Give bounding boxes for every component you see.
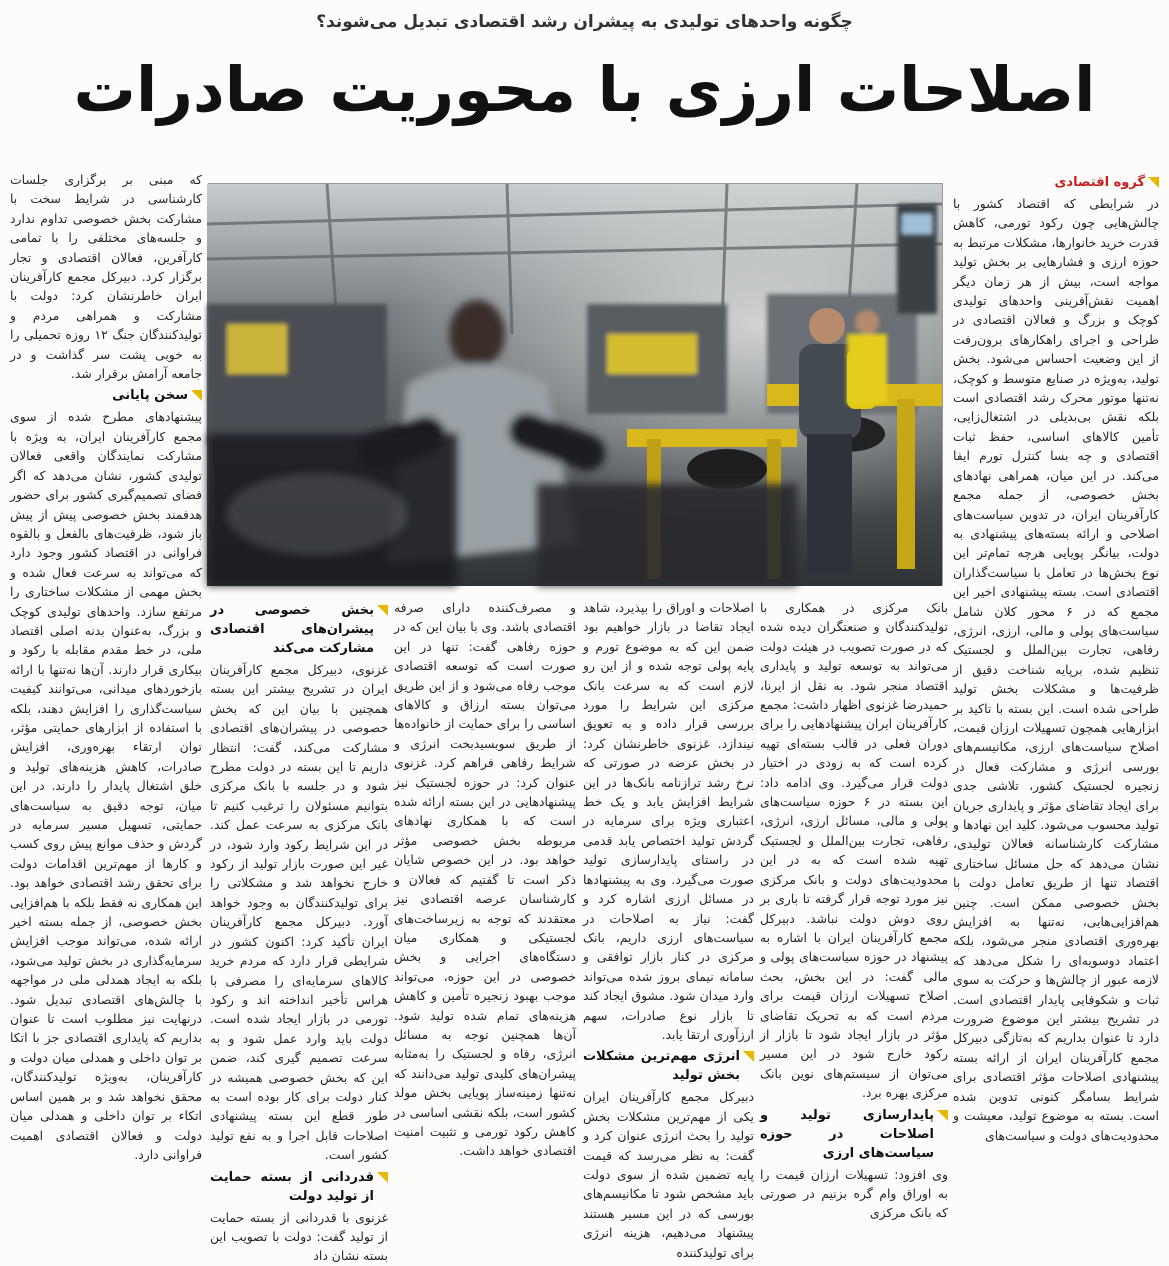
column-5-text-b: غزنوی با قدردانی از بسته حمایت از تولید گفت: دولت با تصویب این بسته نشان داد — [210, 1209, 388, 1264]
column-6-text-b: پیشنهادهای مطرح شده از سوی مجمع کارآفرینان ایران، به ویژه با مشارکت نمایندگان واقعی فعالان تولیدی کشور، نشان می‌دهد که اگر فضای تصمیم‌گیری کشور برای حضور هدفمند بخش خصوصی پیش از پیش باز شود، ظرفیت‌های بالفعل و بالقوه فراوانی در اقتصاد کشور وجود دارد که می‌تواند به سرعت فعال شده و بخش مهمی از مشکلات ساختاری را مرتفع سازد. واحدهای تولیدی کوچک و بزرگ، به‌عنوان بدنه اصلی اقتصاد ملی، در خط مقدم مقابله با رکود و بیکاری قرار دارند. آن‌ها نه‌تنها با ارائه بازخوردهای میدانی، می‌توانند کیفیت سیاست‌گذاری را افزایش دهند، بلکه با استفاده از ابزارهای حمایتی مؤثر، توان ارتقاء بهره‌وری، افزایش صادرات، کاهش هزینه‌های تولید و خلق اشتغال پایدار را دارند. در این میان، توجه دقیق به سیاست‌های حمایتی، تسهیل مسیر سرمایه در گردش و حذف موانع پیش روی کسب و کارها از مهم‌ترین اقدامات دولت برای تحقق رشد اقتصادی خواهد بود. این همکاری نه فقط بلکه با هم‌افزایی بخش خصوصی، از جمله بسته اخیر ارائه شده، می‌تواند موجب افزایش سرمایه‌گذاری در بخش تولید می‌شود، بلکه به ایجاد همدلی ملی در مواجهه با چالش‌های اقتصادی تبدیل شود. درنهایت نیز مطلوب است تا عنوان بداریم که پایداری اقتصادی جز با اتکا بر توان داخلی و همدلی میان دولت و کارآفرینان، به‌ویژه تولیدکنندگان، محقق نخواهد شد و بر همین اساس اتکاء بر توان داخلی و همدلی میان دولت و فعالان اقتصادی اهمیت فراوانی دارد. — [10, 409, 202, 1162]
headline: اصلاحات ارزی با محوریت صادرات — [73, 53, 1096, 126]
kicker: چگونه واحدهای تولیدی به پیشران رشد اقتصادی تبدیل می‌شوند؟ — [316, 12, 853, 32]
column-4-text: و مصرف‌کننده دارای صرفه اقتصادی باشد. وی با بیان این که در حوزه رفاهی گفت: تنها در این صورت است که توسعه اقتصادی موجب رفاه می‌شود و از این طریق می‌توان بسته ارزاق و کالاهای اساسی را برای حمایت از خانواده‌ها از طریق سوبسیدبخت انرژی و شرایط رفاهی فراهم کرد. غزنوی عنوان کرد: در حوزه لجستیک نیز پیشنهادهایی در این بسته ارائه شده است که با همکاری نهادهای مربوطه بخش خصوصی مؤثر خواهد بود. در این خصوص شایان ذکر است تا گفتیم که فعالان و کارشناسان عرصه اقتصادی نیز معتقدند که توجه به زیرساخت‌های لجستیکی و همکاری میان دستگاه‌های اجرایی و بخش خصوصی در این حوزه، می‌تواند موجب بهبود زنجیره تأمین و کاهش هزینه‌های تمام شده تولید شود. آن‌ها همچنین توجه به مسائل انرژی، رفاه و لجستیک را به‌مثابه پیشران‌های کلیدی تولید می‌دانند که نه‌تنها زمینه‌ساز پویایی بخش مولد کشور است، بلکه نقشی اساسی در کاهش رکود تورمی و تثبیت امنیت اقتصادی خواهد داشت. — [394, 600, 576, 1159]
column-4 — [394, 598, 576, 1159]
subhead-energy: انرژی مهم‌ترین مشکلات بخش تولید — [583, 1047, 754, 1085]
column-5-text-a: غزنوی، دبیرکل مجمع کارآفرینان ایران در تشریح بیشتر این بسته همچنین با بیان این که بخش خصوصی در پیشران‌های اقتصادی مشارکت می‌کند، گفت: انتظار داریم تا این بسته در دولت مطرح شود و در جلسه با بانک مرکزی بتوانیم مسئولان را ترغیب کنیم تا بانک مرکزی به سرعت عمل کند. در این شرایط رکود وارد شود، در غیر این صورت بازار تولید از رکود خارج نخواهد شد و مشکلاتی را برای تولیدکنندگان به وجود خواهد آورد. دبیرکل مجمع کارآفرینان ایران تأکید کرد: اکنون کشور در شرایطی قرار دارد که مردم خرید کالاهای سرمایه‌ای را مصرفی با هراس تأخیر انداخته اند و رکود تورمی در بازار ایجاد شده است. دولت باید وارد عمل شود و به سرعت تصمیم گیری کند، ضمن این که بخش خصوصی همیشه در کنار دولت برای کار بوده است به طور قطع این بسته پیشنهادی اصلاحات قابل اجرا و به نفع تولید کشور است. — [210, 662, 388, 1163]
column-3 — [583, 598, 754, 1260]
factory-photo — [208, 183, 943, 585]
column-2-text-b: وی افزود: تسهیلات ارزان قیمت را به اوراق وام گره بزنیم در صورتی که بانک مرکزی — [760, 1166, 948, 1221]
column-6 — [10, 170, 202, 1162]
subhead-currency-reform: پایدارسازی تولید و اصلاحات در حوزه سیاست‌های ارزی — [760, 1106, 948, 1163]
column-2-text-a: بانک مرکزی در همکاری با تولیدکنندگان و صنعتگران دیده شده که در صورت تصویب در هیئت دولت می‌تواند به توسعه تولید و پایداری اقتصاد منجر شود. به نقل از ایرنا، حمیدرضا غزنوی اظهار داشت: مجمع کارآفرینان ایران پیشنهادهایی را برای دوران فعلی در قالب بسته‌ای تهیه کرده است که به زودی در اختیار دولت قرار می‌گیرد. وی ادامه داد: این بسته در ۶ حوزه سیاست‌های پولی و مالی، مسائل ارزی، انرژی، رفاهی، تجارت بین‌الملل و لجستیک تهیه شده است که به در این محدودیت‌های دولت و بانک مرکزی نیز مورد توجه قرار گرفته تا باری بر روی دوش دولت نباشد. دبیرکل مجمع کارآفرینان ایران با اشاره به پیشنهاد در حوزه سیاست‌های پولی و مالی گفت: در این بخش، بحث اصلاح تسهیلات ارزان قیمت برای مردم است که به تحریک تقاضای مؤثر در بازار ایجاد شود تا بازار از رکود خارج شود در این مسیر می‌توان از سیستم‌های نوین بانک مرکزی بهره برد. — [760, 600, 948, 1101]
byline: گروه اقتصادی — [953, 173, 1159, 192]
column-6-text-a: که مبنی بر برگزاری جلسات کارشناسی در شرایط سخت با مشارکت بخش خصوصی تداوم ندارد و جلسه‌های مختلفی را با تمامی کارآفرین، فعالان اقتصادی و تجار برگزار کرد. دبیرکل مجمع کارآفرینان ایران خاطرنشان کرد: دولت با مشارکت و همراهی مردم و تولیدکنندگان جنگ ۱۲ روزه تحمیلی را به خوبی پشت سر گذاشت و در جامعه آرامش برقرار شد. — [10, 172, 202, 382]
column-2 — [760, 598, 948, 1221]
subhead-private-sector: بخش خصوصی در پیشران‌های اقتصادی مشارکت می‌کند — [210, 601, 388, 658]
column-3-text-b: دبیرکل مجمع کارآفرینان ایران یکی از مهم‌ترین مشکلات بخش تولید را بحث انرژی عنوان کرد و گفت: به نظر می‌رسد که قیمت پایه تضمین شده از سوی دولت باید مشخص شود تا مکانیسم‌های بورسی که در این مسیر هستند پیشنهاد می‌دهیم، هزینه انرژی برای تولیدکننده — [583, 1089, 754, 1260]
column-5 — [210, 598, 388, 1264]
subhead-appreciation: قدردانی از بسته حمایت از تولید دولت — [210, 1168, 388, 1206]
subhead-conclusion: سخن پایانی — [10, 386, 202, 405]
column-1 — [953, 170, 1159, 1143]
column-1-text: در شرایطی که اقتصاد کشور با چالش‌هایی چون رکود تورمی، کاهش قدرت خرید خانوارها، مشکلات مرتبط به حوزه ارزی و فشارهایی بر بخش تولید مواجه است، بیش از هر زمان دیگر اهمیت نقش‌آفرینی واحدهای تولیدی کوچک و بزرگ و فعالان اقتصادی در طراحی و اجرای راهکارهای برون‌رفت از این وضعیت احساس می‌شود. بخش تولید، به‌ویژه در صنایع متوسط و کوچک، نه‌تنها موتور محرک رشد اقتصادی است بلکه نقش بی‌بدیلی در اشتغال‌زایی، تأمین کالاهای اساسی، حفظ ثبات اقتصادی و چه بسا کنترل تورم ایفا می‌کند. در این میان، همراهی نهادهای بخش خصوصی، از جمله مجمع کارآفرینان ایران، در تدوین سیاست‌های اصلاحی و ارائه بسته‌های پیشنهادی به دولت، بیانگر پویایی هرچه تمام‌تر این نوع بخش‌ها در تعامل با سیاست‌گذاران اقتصادی است. بسته پیشنهادی اخیر این مجمع که در ۶ محور کلان شامل سیاست‌های پولی و مالی، ارزی، انرژی، رفاهی، تجارت بین‌الملل و لجستیک تنظیم شده، برپایه شناخت دقیق از ظرفیت‌ها و مشکلات بخش تولید طراحی شده است. این بسته با تاکید بر ابزارهایی همچون تسهیلات ارزان قیمت، اصلاح سیاست‌های ارزی، مکانیسم‌های بورسی انرژی و مشارکت فعال در زنجیره لجستیک کشور، تلاشی جدی برای ایجاد تقاضای مؤثر و پایداری جریان تولید محسوب می‌شود. کلید این نهادها و مشارکت کارشناسانه فعالان تولیدی، نشان می‌دهد که حل مسائل ساختاری اقتصاد تنها از طریق تعامل دولت با بخش خصوصی ممکن است. چنین هم‌افزایی‌هایی، نه‌تنها به افزایش بهره‌وری اقتصادی منجر می‌شود، بلکه اعتماد دوسویه‌ای را شکل می‌دهد که لازمه عبور از چالش‌ها و حرکت به سوی ثبات و شکوفایی پایدار اقتصادی است. در تشریح بیشتر این موضوع ضرورت دارد تا عنوان بداریم که به‌تازگی دبیرکل مجمع کارآفرینان ایران از ارائه بسته پیشنهادی اصلاحات مؤثر اقتصادی برای شرایط بسامگر کنونی تدوین شده است. بسته به موضوع تولید، معیشت و محدودیت‌های دولت و سیاست‌های — [953, 196, 1159, 1143]
column-3-text-a: اصلاحات و اوراق را بپذیرد، شاهد ایجاد تقاضا در بازار خواهیم بود ضمن این که به موضوع تورم و پایه پولی توجه شده و از این رو لازم است که به سرعت بانک مرکزی این شرایط را مورد بررسی قرار داده و به تعویق نیندازد. غزنوی خاطرنشان کرد: در بخش عرضه در صورتی که نرخ رشد ترازنامه بانک‌ها در این شرایط افزایش یابد و یک خط اعتباری ویژه برای سرمایه در گردش تولید اختصاص یابد قدمی در راستای پایدارسازی تولید صورت می‌گیرد. وی به پیشنهادها در مسائل ارزی اشاره کرد و گفت: نیاز به اصلاحات در سیاست‌های ارزی داریم، بانک مرکزی در کنار بازار توافقی و سامانه نیمای بروز شده می‌تواند وارد میدان شود. مشوق ایجاد کند تا بازار نوع صادرات، سهم ارزآوری ارتقا یابد. — [583, 600, 754, 1042]
